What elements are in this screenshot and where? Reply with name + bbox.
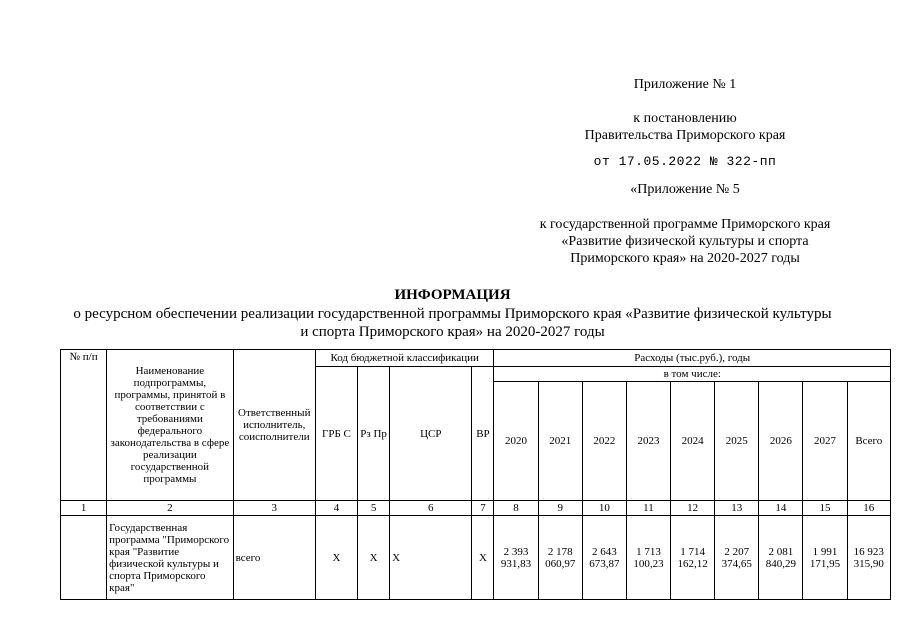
decree-stamp: от 17.05.2022 № 322-пп bbox=[593, 154, 777, 169]
header-year-2021: 2021 bbox=[538, 382, 582, 501]
column-number: 6 bbox=[390, 501, 472, 516]
row-program-name: Государственная программа "Приморского края "Развитие физической культуры и спорта Приморского края" bbox=[107, 516, 233, 600]
column-number: 8 bbox=[494, 501, 538, 516]
header-executor: Ответственный исполнитель, соисполнители bbox=[233, 350, 315, 501]
column-number: 16 bbox=[847, 501, 890, 516]
column-number: 4 bbox=[315, 501, 357, 516]
government-label: Правительства Приморского края bbox=[584, 128, 786, 143]
row-executor: всего bbox=[233, 516, 315, 600]
table-row bbox=[61, 516, 891, 600]
to-decree-label: к постановлению bbox=[633, 111, 737, 126]
row-value-2025: 2 207 374,65 bbox=[715, 516, 759, 600]
row-value-2020: 2 393 931,83 bbox=[494, 516, 538, 600]
header-year-2022: 2022 bbox=[582, 382, 626, 501]
header-year-2023: 2023 bbox=[626, 382, 670, 501]
row-rzpr: Х bbox=[358, 516, 390, 600]
column-number: 14 bbox=[759, 501, 803, 516]
column-number: 13 bbox=[715, 501, 759, 516]
header-year-2026: 2026 bbox=[759, 382, 803, 501]
column-number: 9 bbox=[538, 501, 582, 516]
column-number: 5 bbox=[358, 501, 390, 516]
row-value-total: 16 923 315,90 bbox=[847, 516, 890, 600]
header-vr: ВР bbox=[472, 367, 494, 501]
header-grbs: ГРБ С bbox=[315, 367, 357, 501]
header-year-2027: 2027 bbox=[803, 382, 847, 501]
row-vr: Х bbox=[472, 516, 494, 600]
program-name-line2: Приморского края» на 2020-2027 годы bbox=[570, 251, 800, 266]
resource-table bbox=[60, 349, 891, 600]
to-program-label: к государственной программе Приморского края bbox=[539, 217, 831, 232]
column-number: 3 bbox=[233, 501, 315, 516]
header-name: Наименование подпрограммы, программы, принятой в соответствии с требованиями федерального законодательства в сфере реализации государственной программы bbox=[107, 350, 233, 501]
row-value-2021: 2 178 060,97 bbox=[538, 516, 582, 600]
row-value-2026: 2 081 840,29 bbox=[759, 516, 803, 600]
header-year-total: Всего bbox=[847, 382, 890, 501]
column-number: 1 bbox=[61, 501, 107, 516]
header-budget-group: Код бюджетной классификации bbox=[315, 350, 494, 367]
row-value-2022: 2 643 673,87 bbox=[582, 516, 626, 600]
header-csr: ЦСР bbox=[390, 367, 472, 501]
column-number: 11 bbox=[626, 501, 670, 516]
appendix-1-label: Приложение № 1 bbox=[633, 77, 737, 92]
column-number: 7 bbox=[472, 501, 494, 516]
document-subtitle-line1: о ресурсном обеспечении реализации государственной программы Приморского края «Развитие физической культуры bbox=[73, 306, 832, 322]
appendix-5-label: «Приложение № 5 bbox=[630, 182, 740, 197]
header-year-2025: 2025 bbox=[715, 382, 759, 501]
document-title: ИНФОРМАЦИЯ bbox=[394, 287, 511, 303]
header-including: в том числе: bbox=[494, 367, 891, 382]
row-value-2024: 1 714 162,12 bbox=[671, 516, 715, 600]
header-year-2024: 2024 bbox=[671, 382, 715, 501]
header-rzpr: Рз Пр bbox=[358, 367, 390, 501]
header-expenses-group: Расходы (тыс.руб.), годы bbox=[494, 350, 891, 367]
column-number: 2 bbox=[107, 501, 233, 516]
program-name-line1: «Развитие физической культуры и спорта bbox=[561, 234, 809, 249]
column-number: 12 bbox=[671, 501, 715, 516]
document-subtitle-line2: и спорта Приморского края» на 2020-2027 годы bbox=[300, 324, 605, 340]
column-number: 15 bbox=[803, 501, 847, 516]
header-year-2020: 2020 bbox=[494, 382, 538, 501]
row-value-2023: 1 713 100,23 bbox=[626, 516, 670, 600]
column-number: 10 bbox=[582, 501, 626, 516]
row-no bbox=[61, 516, 107, 600]
row-value-2027: 1 991 171,95 bbox=[803, 516, 847, 600]
header-no: № п/п bbox=[61, 350, 107, 501]
row-csr: Х bbox=[390, 516, 472, 600]
row-grbs: Х bbox=[315, 516, 357, 600]
